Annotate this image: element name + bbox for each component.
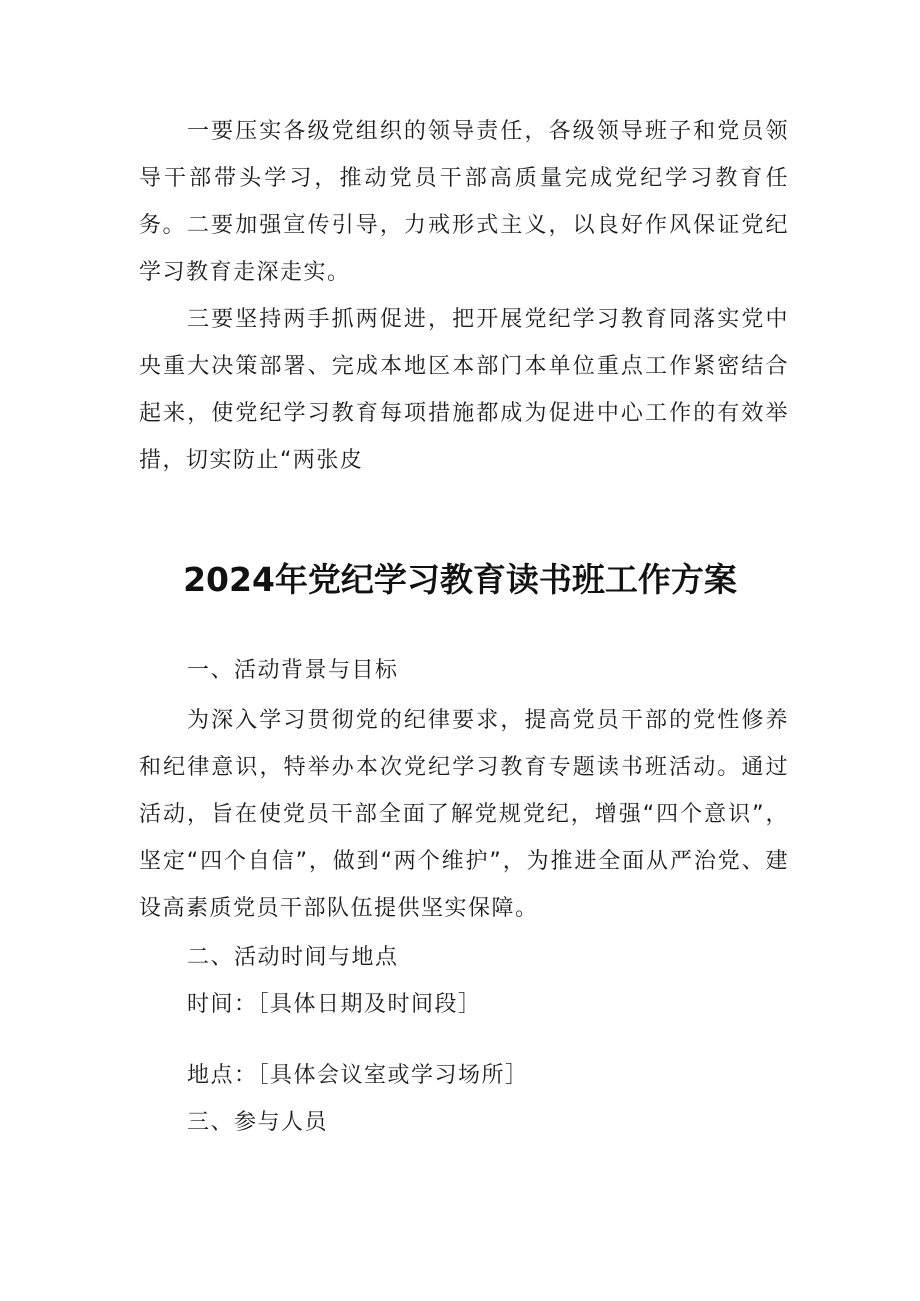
intro-paragraph-3: 三要坚持两手抓两促进，把开展党纪学习教育同落实党中央重大决策部署、完成本地区本部门本单位重点工作紧密结合起来，使党纪学习教育每项措施都成为促进中心工作的有效举措，切实防止“两张皮 — [139, 307, 789, 473]
intro-paragraph-2: 二要加强宣传引导，力戒形式主义，以良好作风保证党纪学习教育走深走实。 — [139, 213, 789, 285]
intro-paragraph-1: 一要压实各级党组织的领导责任，各级领导班子和党员领导干部带头学习，推动党员干部高质量完成党纪学习教育任务。 — [139, 119, 789, 238]
section-heading-time-place: 二、活动时间与地点 — [187, 945, 399, 970]
section-body-background: 为深入学习贯彻党的纪律要求，提高党员干部的党性修养和纪律意识，特举办本次党纪学习教育专题读书班活动。通过活动，旨在使党员干部全面了解党规党纪，增强“四个意识”，坚定“四个自信”，做到“两个维护”，为推进全面从严治党、建设高素质党员干部队伍提供坚实保障。 — [139, 708, 790, 921]
document-title: 2024年党纪学习教育读书班工作方案 — [183, 560, 737, 599]
section-heading-background: 一、活动背景与目标 — [187, 658, 399, 683]
place-line: 地点：［具体会议室或学习场所］ — [187, 1063, 529, 1088]
section-heading-participants: 三、参与人员 — [187, 1110, 329, 1135]
time-line: 时间：［具体日期及时间段］ — [187, 992, 482, 1017]
